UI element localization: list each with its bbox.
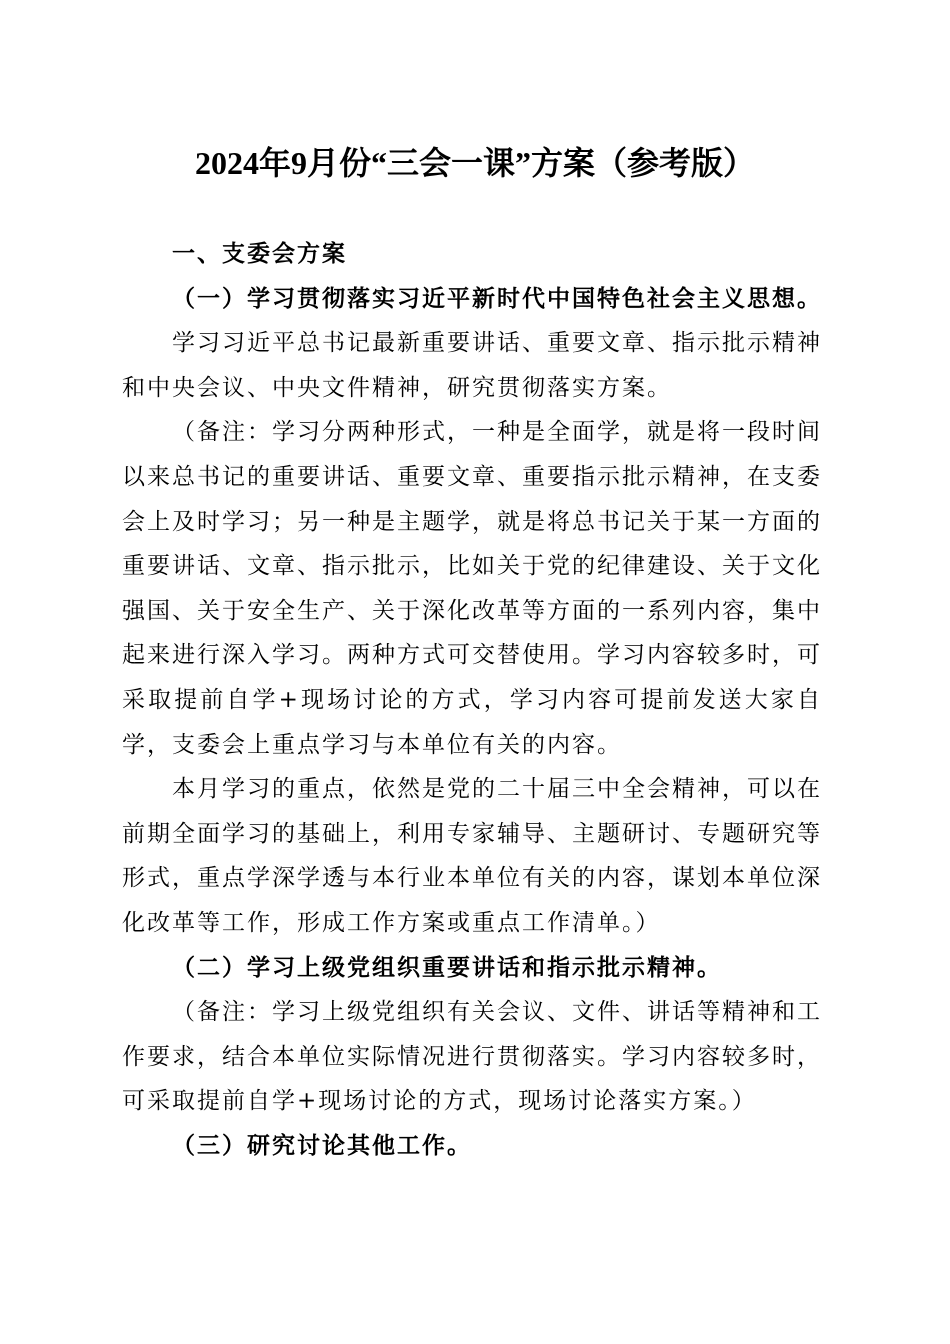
- subheading: （二）学习上级党组织重要讲话和指示批示精神。: [172, 953, 722, 981]
- paragraph: （备注：学习分两种形式，一种是全面学，就是将一段时间以来总书记的重要讲话、重要文章、重要指示批示精神，在支委会上及时学习；另一种是主题学，就是将总书记关于某一方面的重要讲话、文章、指示批示，比如关于党的纪律建设、关于文化强国、关于安全生产、关于深化改革等方面的一系列内容，集中起来进行深入学习。两种方式可交替使用。学习内容较多时，可采取提前自学+现场讨论的方式，学习内容可提前发送大家自学，支委会上重点学习与本单位有关的内容。: [122, 419, 822, 758]
- subheading: （三）研究讨论其他工作。: [172, 1131, 472, 1159]
- paragraph: 学习习近平总书记最新重要讲话、重要文章、指示批示精神和中央会议、中央文件精神，研究贯彻落实方案。: [122, 330, 822, 401]
- document-body: [122, 232, 822, 1168]
- subheading: （一）学习贯彻落实习近平新时代中国特色社会主义思想。: [172, 284, 822, 312]
- section-heading: 一、支委会方案: [172, 240, 347, 267]
- paragraph: （备注：学习上级党组织有关会议、文件、讲话等精神和工作要求，结合本单位实际情况进行贯彻落实。学习内容较多时，可采取提前自学+现场讨论的方式，现场讨论落实方案。）: [122, 999, 822, 1115]
- paragraph: 本月学习的重点，依然是党的二十届三中全会精神，可以在前期全面学习的基础上，利用专家辅导、主题研讨、专题研究等形式，重点学深学透与本行业本单位有关的内容，谋划本单位深化改革等工作，形成工作方案或重点工作清单。）: [122, 776, 822, 936]
- document-title: 2024年9月份“三会一课”方案（参考版）: [194, 145, 755, 181]
